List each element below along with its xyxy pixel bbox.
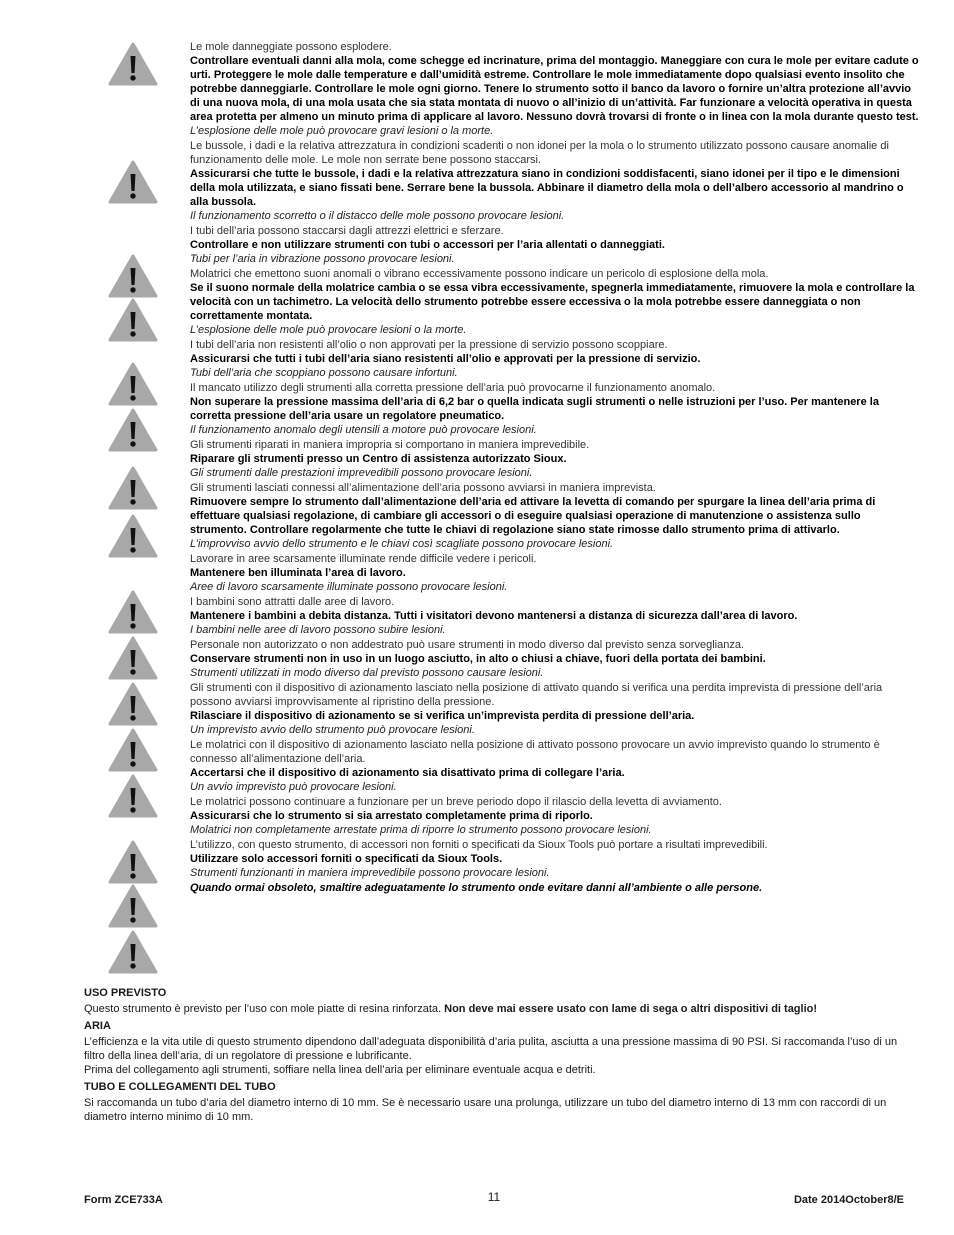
warning-triangle-icon [108, 774, 158, 818]
hose-text: Si raccomanda un tubo d’aria del diametro interno di 10 mm. Se è necessario usare una prolunga, utilizzare un tubo del diametro interno di 13 mm con raccordi di un diametro interno minimo di 10 mm. [84, 1097, 887, 1123]
warning-consequence-text: Tubi dell’aria che scoppiano possono causare infortuni. [190, 367, 458, 379]
warning-triangle-icon [108, 408, 158, 452]
warning-block [190, 224, 920, 266]
document-date: Date 2014October8/E [793, 1194, 904, 1206]
warning-consequence-text: Strumenti utilizzati in modo diverso dal previsto possono causare lesioni. [190, 667, 544, 679]
warning-consequence-text: L’esplosione delle mole può provocare lesioni o la morte. [190, 324, 467, 336]
warning-hazard-text: Il mancato utilizzo degli strumenti alla corretta pressione dell’aria può provocarne il funzionamento anomalo. [190, 382, 716, 394]
warning-block [190, 381, 920, 437]
warning-hazard-text: Personale non autorizzato o non addestrato può usare strumenti in modo diverso dal previsto senza sorveglianza. [190, 639, 744, 651]
warning-block [190, 838, 920, 880]
warning-consequence-text: Strumenti funzionanti in maniera imprevedibile possono provocare lesioni. [190, 867, 550, 879]
warning-action-text: Non superare la pressione massima dell’aria di 6,2 bar o quella indicata sugli strumenti o nelle istruzioni per l’uso. Per mantenere la corretta pressione dell’aria usare un regolatore pneumatico. [190, 396, 879, 422]
warning-action-text: Assicurarsi che tutte le bussole, i dadi e la relativa attrezzatura siano in condizioni soddisfacenti, siano idonei per il tipo e le dimensioni della mola utilizzata, e siano fissati bene. Serrare bene la bussola. Abbinare il diametro della mola o dell’albero accessorio al mandrino o alla bussola. [190, 168, 904, 208]
warning-block [190, 481, 920, 551]
warning-consequence-text: L’esplosione delle mole può provocare gravi lesioni o la morte. [190, 125, 494, 137]
safety-warnings [190, 40, 920, 895]
warning-action-text: Assicurarsi che lo strumento si sia arrestato completamente prima di riporlo. [190, 810, 593, 822]
warning-block [190, 40, 920, 138]
warning-block [190, 267, 920, 337]
intended-use-heading: USO PREVISTO [84, 987, 167, 999]
warning-action-text: Utilizzare solo accessori forniti o specificati da Sioux Tools. [190, 853, 503, 865]
warning-action-text: Conservare strumenti non in uso in un luogo asciutto, in alto o chiusi a chiave, fuori della portata dei bambini. [190, 653, 766, 665]
warning-consequence-text: Un imprevisto avvio dello strumento può provocare lesioni. [190, 724, 475, 736]
warning-triangle-icon [108, 930, 158, 974]
warning-icon-column [108, 0, 158, 990]
warning-consequence-text: Gli strumenti dalle prestazioni imprevedibili possono provocare lesioni. [190, 467, 533, 479]
warning-consequence-text: Un avvio imprevisto può provocare lesioni. [190, 781, 397, 793]
warning-action-text: Mantenere i bambini a debita distanza. Tutti i visitatori devono mantenersi a distanza di sicurezza dall’area di lavoro. [190, 610, 798, 622]
warning-block [190, 638, 920, 680]
warning-triangle-icon [108, 884, 158, 928]
warning-block [190, 681, 920, 737]
warning-hazard-text: Le mole danneggiate possono esplodere. [190, 41, 392, 53]
warning-hazard-text: Gli strumenti con il dispositivo di azionamento lasciato nella posizione di attivato quando si verifica una perdita imprevista di pressione dell’aria possono avviarsi improvvisamente al ripristino della pressione. [190, 682, 883, 708]
warning-action-text: Mantenere ben illuminata l’area di lavoro. [190, 567, 406, 579]
warning-hazard-text: L’utilizzo, con questo strumento, di accessori non forniti o specificati da Sioux Tools può portare a risultati imprevedibili. [190, 839, 768, 851]
warning-consequence-text: Il funzionamento anomalo degli utensili a motore può provocare lesioni. [190, 424, 537, 436]
warning-triangle-icon [108, 514, 158, 558]
warning-hazard-text: I bambini sono attratti dalle aree di lavoro. [190, 596, 395, 608]
warning-triangle-icon [108, 682, 158, 726]
warning-hazard-text: Gli strumenti lasciati connessi all’alimentazione dell’aria possono avviarsi in maniera imprevista. [190, 482, 656, 494]
warning-triangle-icon [108, 160, 158, 204]
warning-hazard-text: Lavorare in aree scarsamente illuminate rende difficile vedere i pericoli. [190, 553, 537, 565]
warning-block [190, 795, 920, 837]
warning-triangle-icon [108, 362, 158, 406]
usage-sections [84, 986, 904, 1124]
warning-consequence-text: Aree di lavoro scarsamente illuminate possono provocare lesioni. [190, 581, 508, 593]
page-number: 11 [487, 1190, 501, 1204]
warning-consequence-text: Tubi per l’aria in vibrazione possono provocare lesioni. [190, 253, 455, 265]
warning-hazard-text: I tubi dell’aria possono staccarsi dagli attrezzi elettrici e sferzare. [190, 225, 504, 237]
warning-triangle-icon [108, 728, 158, 772]
warning-hazard-text: Molatrici che emettono suoni anomali o vibrano eccessivamente possono indicare un pericolo di esplosione della mola. [190, 268, 769, 280]
warning-action-text: Se il suono normale della molatrice cambia o se essa vibra eccessivamente, spegnerla immediatamente, rimuovere la mola e controllare la velocità con un tachimetro. La velocità dello strumento potrebbe essere eccessiva o la mola potrebbe essere danneggiata o non correttamente montata. [190, 282, 915, 322]
warning-action-text: Assicurarsi che tutti i tubi dell’aria siano resistenti all’olio e approvati per la pressione di servizio. [190, 353, 701, 365]
intended-use-text: Questo strumento è previsto per l’uso con mole piatte di resina rinforzata. Non deve mai essere usato con lame di sega o altri dispositivi di taglio! [84, 1003, 818, 1015]
warning-triangle-icon [108, 636, 158, 680]
warning-hazard-text: I tubi dell’aria non resistenti all’olio o non approvati per la pressione di servizio possono scoppiare. [190, 339, 668, 351]
warning-consequence-text: Il funzionamento scorretto o il distacco delle mole possono provocare lesioni. [190, 210, 565, 222]
warning-hazard-text: Le molatrici possono continuare a funzionare per un breve periodo dopo il rilascio della levetta di avviamento. [190, 796, 722, 808]
warning-triangle-icon [108, 590, 158, 634]
warning-action-text: Rimuovere sempre lo strumento dall’alimentazione dell’aria ed attivare la levetta di comando per spurgare la linea dell’aria prima di effettuare qualsiasi regolazione, di cambiare gli accessori o di eseguire qualsiasi operazione di manutenzione o assistenza sullo strumento. Controllare regolarmente che tutte le chiavi di regolazione siano state rimosse dallo strumento prima di attivarlo. [190, 496, 876, 536]
warning-triangle-icon [108, 466, 158, 510]
form-number: Form ZCE733A [84, 1194, 163, 1206]
warning-block [190, 552, 920, 594]
warning-hazard-text: Le bussole, i dadi e la relativa attrezzatura in condizioni scadenti o non idonei per la mola o lo strumento utilizzato possono causare anomalie di funzionamento delle mole. Le mole non serrate bene possono staccarsi. [190, 140, 889, 166]
warning-action-text: Riparare gli strumenti presso un Centro di assistenza autorizzato Sioux. [190, 453, 567, 465]
air-heading: ARIA [84, 1020, 111, 1032]
hose-heading: TUBO E COLLEGAMENTI DEL TUBO [84, 1081, 276, 1093]
warning-triangle-icon [108, 298, 158, 342]
disposal-note: Quando ormai obsoleto, smaltire adeguatamente lo strumento onde evitare danni all’ambiente o alle persone. [190, 882, 763, 894]
warning-block [190, 338, 920, 380]
warning-action-text: Controllare e non utilizzare strumenti con tubi o accessori per l’aria allentati o danneggiati. [190, 239, 665, 251]
warning-hazard-text: Gli strumenti riparati in maniera impropria si comportano in maniera imprevedibile. [190, 439, 590, 451]
warning-triangle-icon [108, 254, 158, 298]
warning-consequence-text: I bambini nelle aree di lavoro possono subire lesioni. [190, 624, 446, 636]
warning-action-text: Rilasciare il dispositivo di azionamento se si verifica un’imprevista perdita di pressione dell’aria. [190, 710, 695, 722]
warning-action-text: Controllare eventuali danni alla mola, come schegge ed incrinature, prima del montaggio. Maneggiare con cura le mole per evitare cadute o urti. Proteggere le mole dalle temperature e dall’umidità estreme. Controllare le mole immediatamente dopo qualsiasi evento insolito che potrebbe danneggiarle. Controllare le mole ogni giorno. Tenere lo strumento sotto il banco da lavoro o fornire un’altra protezione all’avvio di una nuova mola, di una mola usata che sia stata montata di nuovo o all’inizio di un’attività. Far funzionare a velocità operativa in questa area protetta per almeno un minuto prima di applicare al lavoro. Nessuno dovrà trovarsi di fronte o in linea con la mola durante questo test. [190, 55, 919, 123]
air-paragraph-2: Prima del collegamento agli strumenti, soffiare nella linea dell’aria per eliminare eventuale acqua e detriti. [84, 1064, 596, 1076]
warning-block [190, 139, 920, 223]
warning-action-text: Accertarsi che il dispositivo di azionamento sia disattivato prima di collegare l’aria. [190, 767, 625, 779]
warning-consequence-text: Molatrici non completamente arrestate prima di riporre lo strumento possono provocare lesioni. [190, 824, 652, 836]
air-paragraph-1: L’efficienza e la vita utile di questo strumento dipendono dall’adeguata disponibilità d’aria pulita, asciutta a una pressione massima di 90 PSI. Si raccomanda l’uso di un filtro della linea dell’aria, di un regolatore di pressione e lubrificante. [84, 1036, 898, 1062]
warning-triangle-icon [108, 42, 158, 86]
warning-block [190, 738, 920, 794]
warning-block [190, 595, 920, 637]
warning-block [190, 438, 920, 480]
warning-hazard-text: Le molatrici con il dispositivo di azionamento lasciato nella posizione di attivato possono provocare un avvio imprevisto quando lo strumento è connesso all’alimentazione dell’aria. [190, 739, 880, 765]
page-footer [84, 1190, 904, 1210]
warning-triangle-icon [108, 840, 158, 884]
warning-consequence-text: L’improvviso avvio dello strumento e le chiavi così scagliate possono provocare lesioni. [190, 538, 614, 550]
